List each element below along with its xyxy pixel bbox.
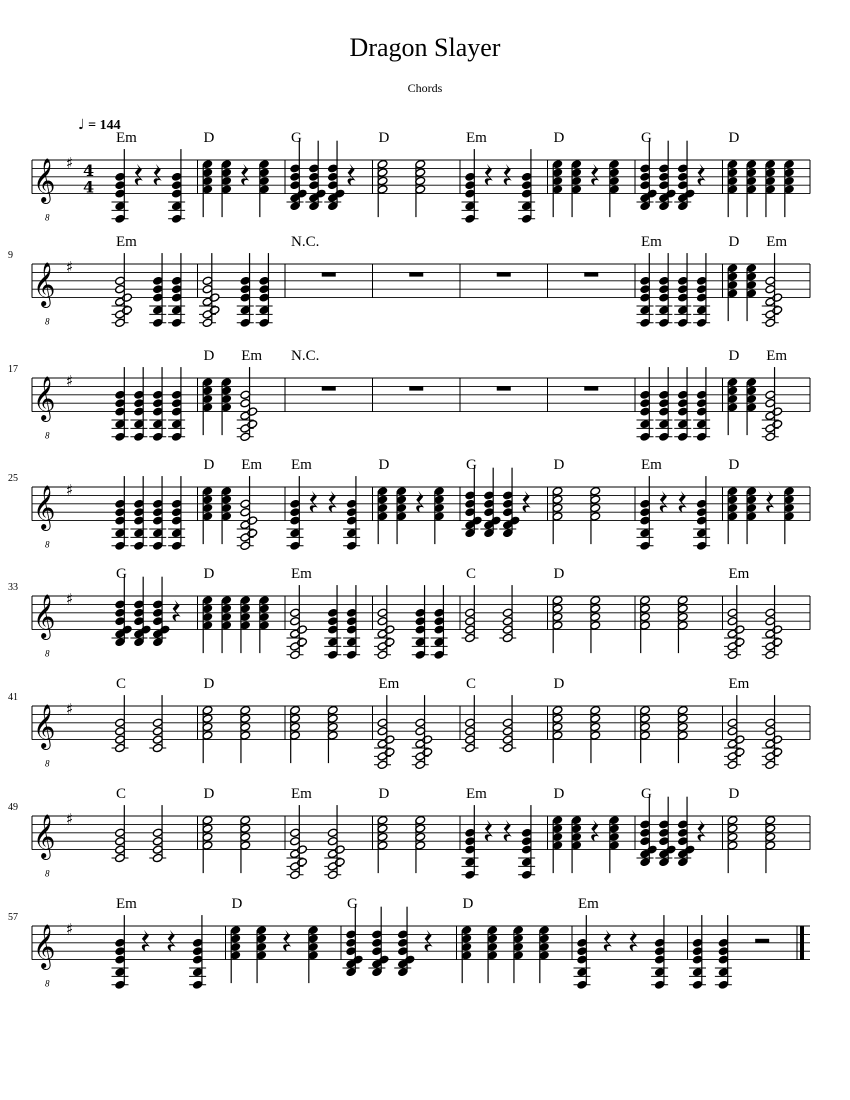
sharp-icon: ♯ — [66, 481, 74, 500]
clef-octave-mark: 8 — [45, 430, 50, 441]
quarter-rest — [173, 600, 181, 622]
notehead — [772, 735, 783, 745]
staff-system — [8, 234, 810, 328]
quarter-rest — [142, 930, 150, 952]
chord-symbol: D — [231, 896, 243, 912]
treble-clef-icon: 𝄞 — [33, 375, 56, 420]
staff-system — [8, 896, 810, 990]
chord-symbol: D — [203, 457, 215, 473]
clef-octave-mark: 8 — [45, 758, 50, 769]
notehead — [772, 305, 783, 315]
notehead — [296, 857, 307, 867]
whole-rest — [584, 386, 598, 390]
chord-symbol: D — [203, 566, 215, 582]
notehead — [247, 528, 258, 538]
staff-system — [8, 786, 810, 880]
chord-symbol: Em — [641, 234, 662, 250]
measure-number: 17 — [8, 364, 18, 375]
notehead — [247, 516, 258, 526]
clef-octave-mark: 8 — [45, 539, 50, 550]
clef-octave-mark: 8 — [45, 316, 50, 327]
whole-rest — [322, 386, 336, 390]
chord-symbol: D — [378, 786, 390, 802]
chord-symbol: D — [378, 130, 390, 146]
measure-number: 41 — [8, 692, 18, 703]
chord-symbol: Em — [766, 348, 788, 364]
clef-octave-mark: 8 — [45, 648, 50, 659]
chord-symbol: D — [728, 348, 740, 364]
chord-symbol: Em — [578, 896, 599, 912]
notehead — [772, 293, 783, 303]
sharp-icon: ♯ — [66, 700, 74, 719]
chord-symbol: Em — [291, 566, 312, 582]
notehead — [209, 305, 220, 315]
notehead — [422, 735, 433, 745]
notehead — [384, 625, 395, 635]
quarter-rest — [135, 164, 143, 186]
chord-symbol: C — [116, 786, 127, 802]
sharp-icon: ♯ — [66, 590, 74, 609]
quarter-note-icon: ♩ — [78, 117, 85, 133]
chord-symbol: Em — [241, 348, 263, 364]
treble-clef-icon: 𝄞 — [33, 157, 56, 202]
chord-symbol: C — [466, 566, 477, 582]
chord-symbol: G — [466, 457, 477, 473]
time-signature-numerator: 4 — [83, 160, 95, 180]
notehead — [734, 637, 745, 647]
quarter-rest — [591, 164, 599, 186]
treble-clef-icon: 𝄞 — [33, 484, 56, 529]
quarter-rest — [630, 930, 638, 952]
notehead — [296, 637, 307, 647]
notehead — [772, 747, 783, 757]
chord-symbol: D — [728, 130, 740, 146]
whole-rest — [409, 272, 423, 276]
half-rest — [755, 939, 769, 943]
chord-symbol: Em — [641, 457, 662, 473]
measure-number: 57 — [8, 912, 18, 923]
measure-number: 49 — [8, 802, 18, 813]
chord-symbol: D — [378, 457, 390, 473]
quarter-rest — [523, 491, 531, 513]
notehead — [296, 625, 307, 635]
notehead — [247, 407, 258, 417]
notehead — [734, 747, 745, 757]
treble-clef-icon: 𝄞 — [33, 703, 56, 748]
chord-symbol: Em — [378, 676, 400, 692]
sharp-icon: ♯ — [66, 810, 74, 829]
notehead — [772, 419, 783, 429]
quarter-rest — [679, 491, 687, 513]
clef-octave-mark: 8 — [45, 978, 50, 989]
chord-symbol: D — [462, 896, 474, 912]
chord-symbol: Em — [241, 457, 263, 473]
chord-symbol: Em — [466, 786, 487, 802]
notehead — [209, 293, 220, 303]
measure-number: 33 — [8, 582, 18, 593]
notehead — [422, 747, 433, 757]
chord-symbol: D — [203, 348, 215, 364]
notehead — [334, 857, 345, 867]
quarter-rest — [283, 930, 291, 952]
notehead — [121, 305, 132, 315]
chord-symbol: Em — [466, 130, 487, 146]
chord-symbol: G — [291, 130, 302, 146]
chord-symbol: N.C. — [291, 348, 320, 364]
chord-symbol: Em — [116, 896, 137, 912]
notehead — [772, 625, 783, 635]
chord-symbol: G — [641, 130, 652, 146]
chord-symbol: D — [728, 457, 740, 473]
chord-symbol: G — [347, 896, 358, 912]
chord-symbol: D — [728, 786, 740, 802]
quarter-rest — [485, 164, 493, 186]
measure-number: 9 — [8, 250, 13, 261]
quarter-rest — [154, 164, 162, 186]
chord-symbol: C — [466, 676, 477, 692]
part-name: Chords — [407, 81, 443, 95]
whole-rest — [497, 386, 511, 390]
clef-octave-mark: 8 — [45, 868, 50, 879]
quarter-rest — [485, 820, 493, 842]
sharp-icon: ♯ — [66, 154, 74, 173]
sharp-icon: ♯ — [66, 372, 74, 391]
notehead — [734, 625, 745, 635]
chord-symbol: D — [203, 130, 215, 146]
quarter-rest — [310, 491, 318, 513]
whole-rest — [497, 272, 511, 276]
notehead — [384, 747, 395, 757]
chord-symbol: D — [203, 676, 215, 692]
chord-symbol: D — [553, 566, 565, 582]
chord-symbol: Em — [116, 234, 137, 250]
whole-rest — [409, 386, 423, 390]
quarter-rest — [416, 491, 424, 513]
quarter-rest — [348, 164, 356, 186]
treble-clef-icon: 𝄞 — [33, 923, 56, 968]
quarter-rest — [504, 820, 512, 842]
staff-system — [8, 676, 810, 770]
chord-symbol: D — [553, 130, 565, 146]
treble-clef-icon: 𝄞 — [33, 593, 56, 638]
chord-symbol: C — [116, 676, 127, 692]
clef-octave-mark: 8 — [45, 212, 50, 223]
treble-clef-icon: 𝄞 — [33, 813, 56, 858]
measure-number: 25 — [8, 473, 18, 484]
chord-symbol: Em — [291, 457, 312, 473]
chord-symbol: G — [116, 566, 127, 582]
treble-clef-icon: 𝄞 — [33, 261, 56, 306]
chord-symbol: Em — [766, 234, 788, 250]
chord-symbol: D — [553, 786, 565, 802]
quarter-rest — [168, 930, 176, 952]
time-signature-denominator: 4 — [83, 177, 95, 197]
quarter-rest — [329, 491, 337, 513]
quarter-rest — [241, 164, 249, 186]
quarter-rest — [425, 930, 433, 952]
chord-symbol: D — [553, 676, 565, 692]
notehead — [772, 407, 783, 417]
chord-symbol: Em — [728, 676, 750, 692]
quarter-rest — [766, 491, 774, 513]
notehead — [772, 637, 783, 647]
chord-symbol: Em — [728, 566, 750, 582]
chord-symbol: G — [641, 786, 652, 802]
chord-symbol: Em — [291, 786, 312, 802]
staff-system — [8, 348, 810, 442]
chord-symbol: D — [728, 234, 740, 250]
notehead — [334, 845, 345, 855]
quarter-rest — [504, 164, 512, 186]
chord-symbol: D — [203, 786, 215, 802]
quarter-rest — [660, 491, 668, 513]
sharp-icon: ♯ — [66, 258, 74, 277]
notehead — [734, 735, 745, 745]
notehead — [384, 637, 395, 647]
tempo-text: = 144 — [84, 118, 121, 133]
score-title: Dragon Slayer — [349, 33, 501, 62]
staff-system — [8, 566, 810, 660]
staff-system — [8, 457, 810, 551]
quarter-rest — [604, 930, 612, 952]
notehead — [384, 735, 395, 745]
final-barline — [800, 926, 804, 960]
whole-rest — [584, 272, 598, 276]
notehead — [296, 845, 307, 855]
sharp-icon: ♯ — [66, 920, 74, 939]
quarter-rest — [698, 820, 706, 842]
quarter-rest — [591, 820, 599, 842]
whole-rest — [322, 272, 336, 276]
quarter-rest — [698, 164, 706, 186]
chord-symbol: N.C. — [291, 234, 320, 250]
notehead — [121, 293, 132, 303]
notehead — [247, 419, 258, 429]
staff-system — [32, 130, 810, 224]
chord-symbol: Em — [116, 130, 137, 146]
chord-symbol: D — [553, 457, 565, 473]
